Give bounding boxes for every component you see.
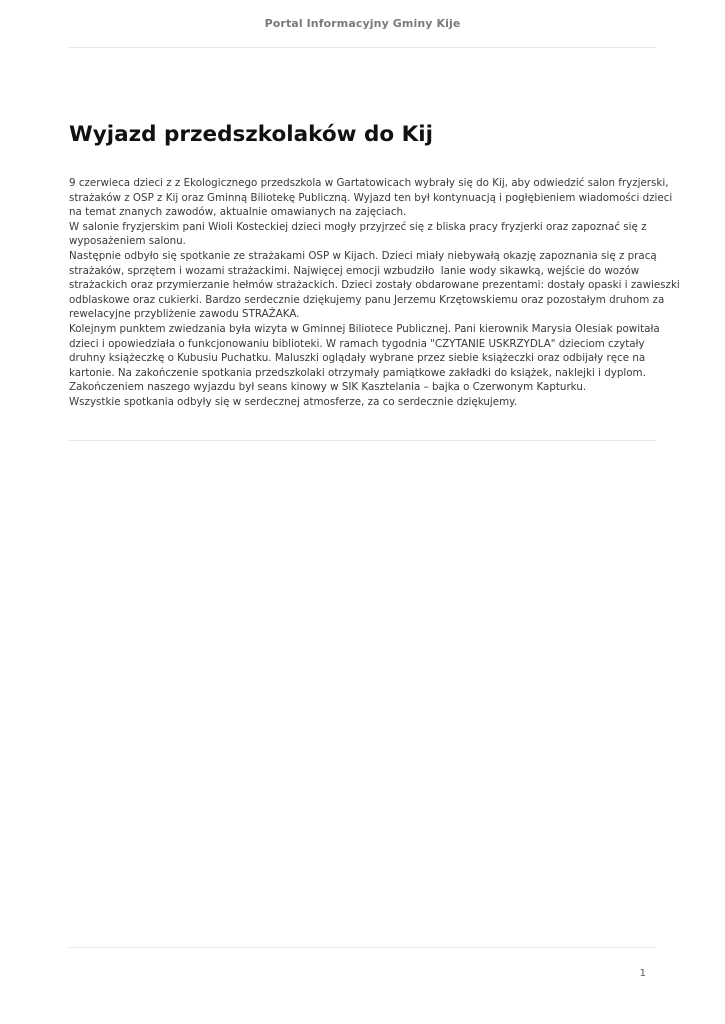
article-line: W salonie fryzjerskim pani Wioli Kosteckiej dzieci mogły przyjrzeć się z bliska pracy fryzjerki oraz zapoznać się z (69, 220, 647, 233)
article-line: 9 czerwieca dzieci z z Ekologicznego przedszkola w Gartatowicach wybrały się do Kij, aby odwiedzić salon fryzjerski, (69, 177, 669, 189)
article-line: na temat znanych zawodów, aktualnie omawianych na zajęciach. (69, 206, 407, 219)
article-line: rewelacyjne przybliżenie zawodu STRAŻAKA. (69, 308, 300, 321)
article-line: druhny książeczkę o Kubusiu Puchatku. Maluszki oglądały wybrane przez siebie książeczki oraz odbijały ręce na (69, 352, 646, 365)
page-number: 1 (639, 968, 646, 979)
footer-divider (69, 947, 656, 948)
article-line: kartonie. Na zakończenie spotkania przedszkolaki otrzymały pamiątkowe zakładki do książek, naklejki i dyplom. (69, 366, 646, 379)
article-line: strażaków z OSP z Kij oraz Gminną Biliotekę Publiczną. Wyjazd ten był kontynuacją i pogłębieniem wiadomości dzieci (69, 191, 673, 204)
article-line: Następnie odbyło się spotkanie ze strażakami OSP w Kijach. Dzieci miały niebywałą okazję zapoznania się z pracą (69, 249, 657, 262)
article-line: dzieci i opowiedziała o funkcjonowaniu biblioteki. W ramach tygodnia "CZYTANIE USKRZYDLA" dzieciom czytały (69, 337, 645, 350)
article-line: Wszystkie spotkania odbyły się w serdecznej atmosferze, za co serdecznie dziękujemy. (69, 395, 518, 408)
article-line: odblaskowe oraz cukierki. Bardzo serdecznie dziękujemy panu Jerzemu Krzętowskiemu oraz pozostałym druhom za (69, 293, 665, 306)
content-divider (69, 440, 656, 441)
article-body (69, 176, 680, 410)
header-divider (69, 47, 656, 48)
article-line: Zakończeniem naszego wyjazdu był seans kinowy w SIK Kasztelania – bajka o Czerwonym Kapturku. (69, 381, 587, 394)
article-line: wyposażeniem salonu. (69, 235, 186, 248)
article-line: strażackich oraz przymierzanie hełmów strażackich. Dzieci zostały obdarowane prezentami: dostały opaski i zawieszki (69, 279, 680, 292)
article-line: strażaków, sprzętem i wozami strażackimi. Najwięcej emocji wzbudziło lanie wody sikawką, wejście do wozów (69, 264, 640, 277)
article-title: Wyjazd przedszkolaków do Kij (69, 122, 434, 147)
article-line: Kolejnym punktem zwiedzania była wizyta w Gminnej Biliotece Publicznej. Pani kierownik Marysia Olesiak powitała (69, 322, 660, 335)
site-title: Portal Informacyjny Gminy Kije (264, 17, 461, 30)
